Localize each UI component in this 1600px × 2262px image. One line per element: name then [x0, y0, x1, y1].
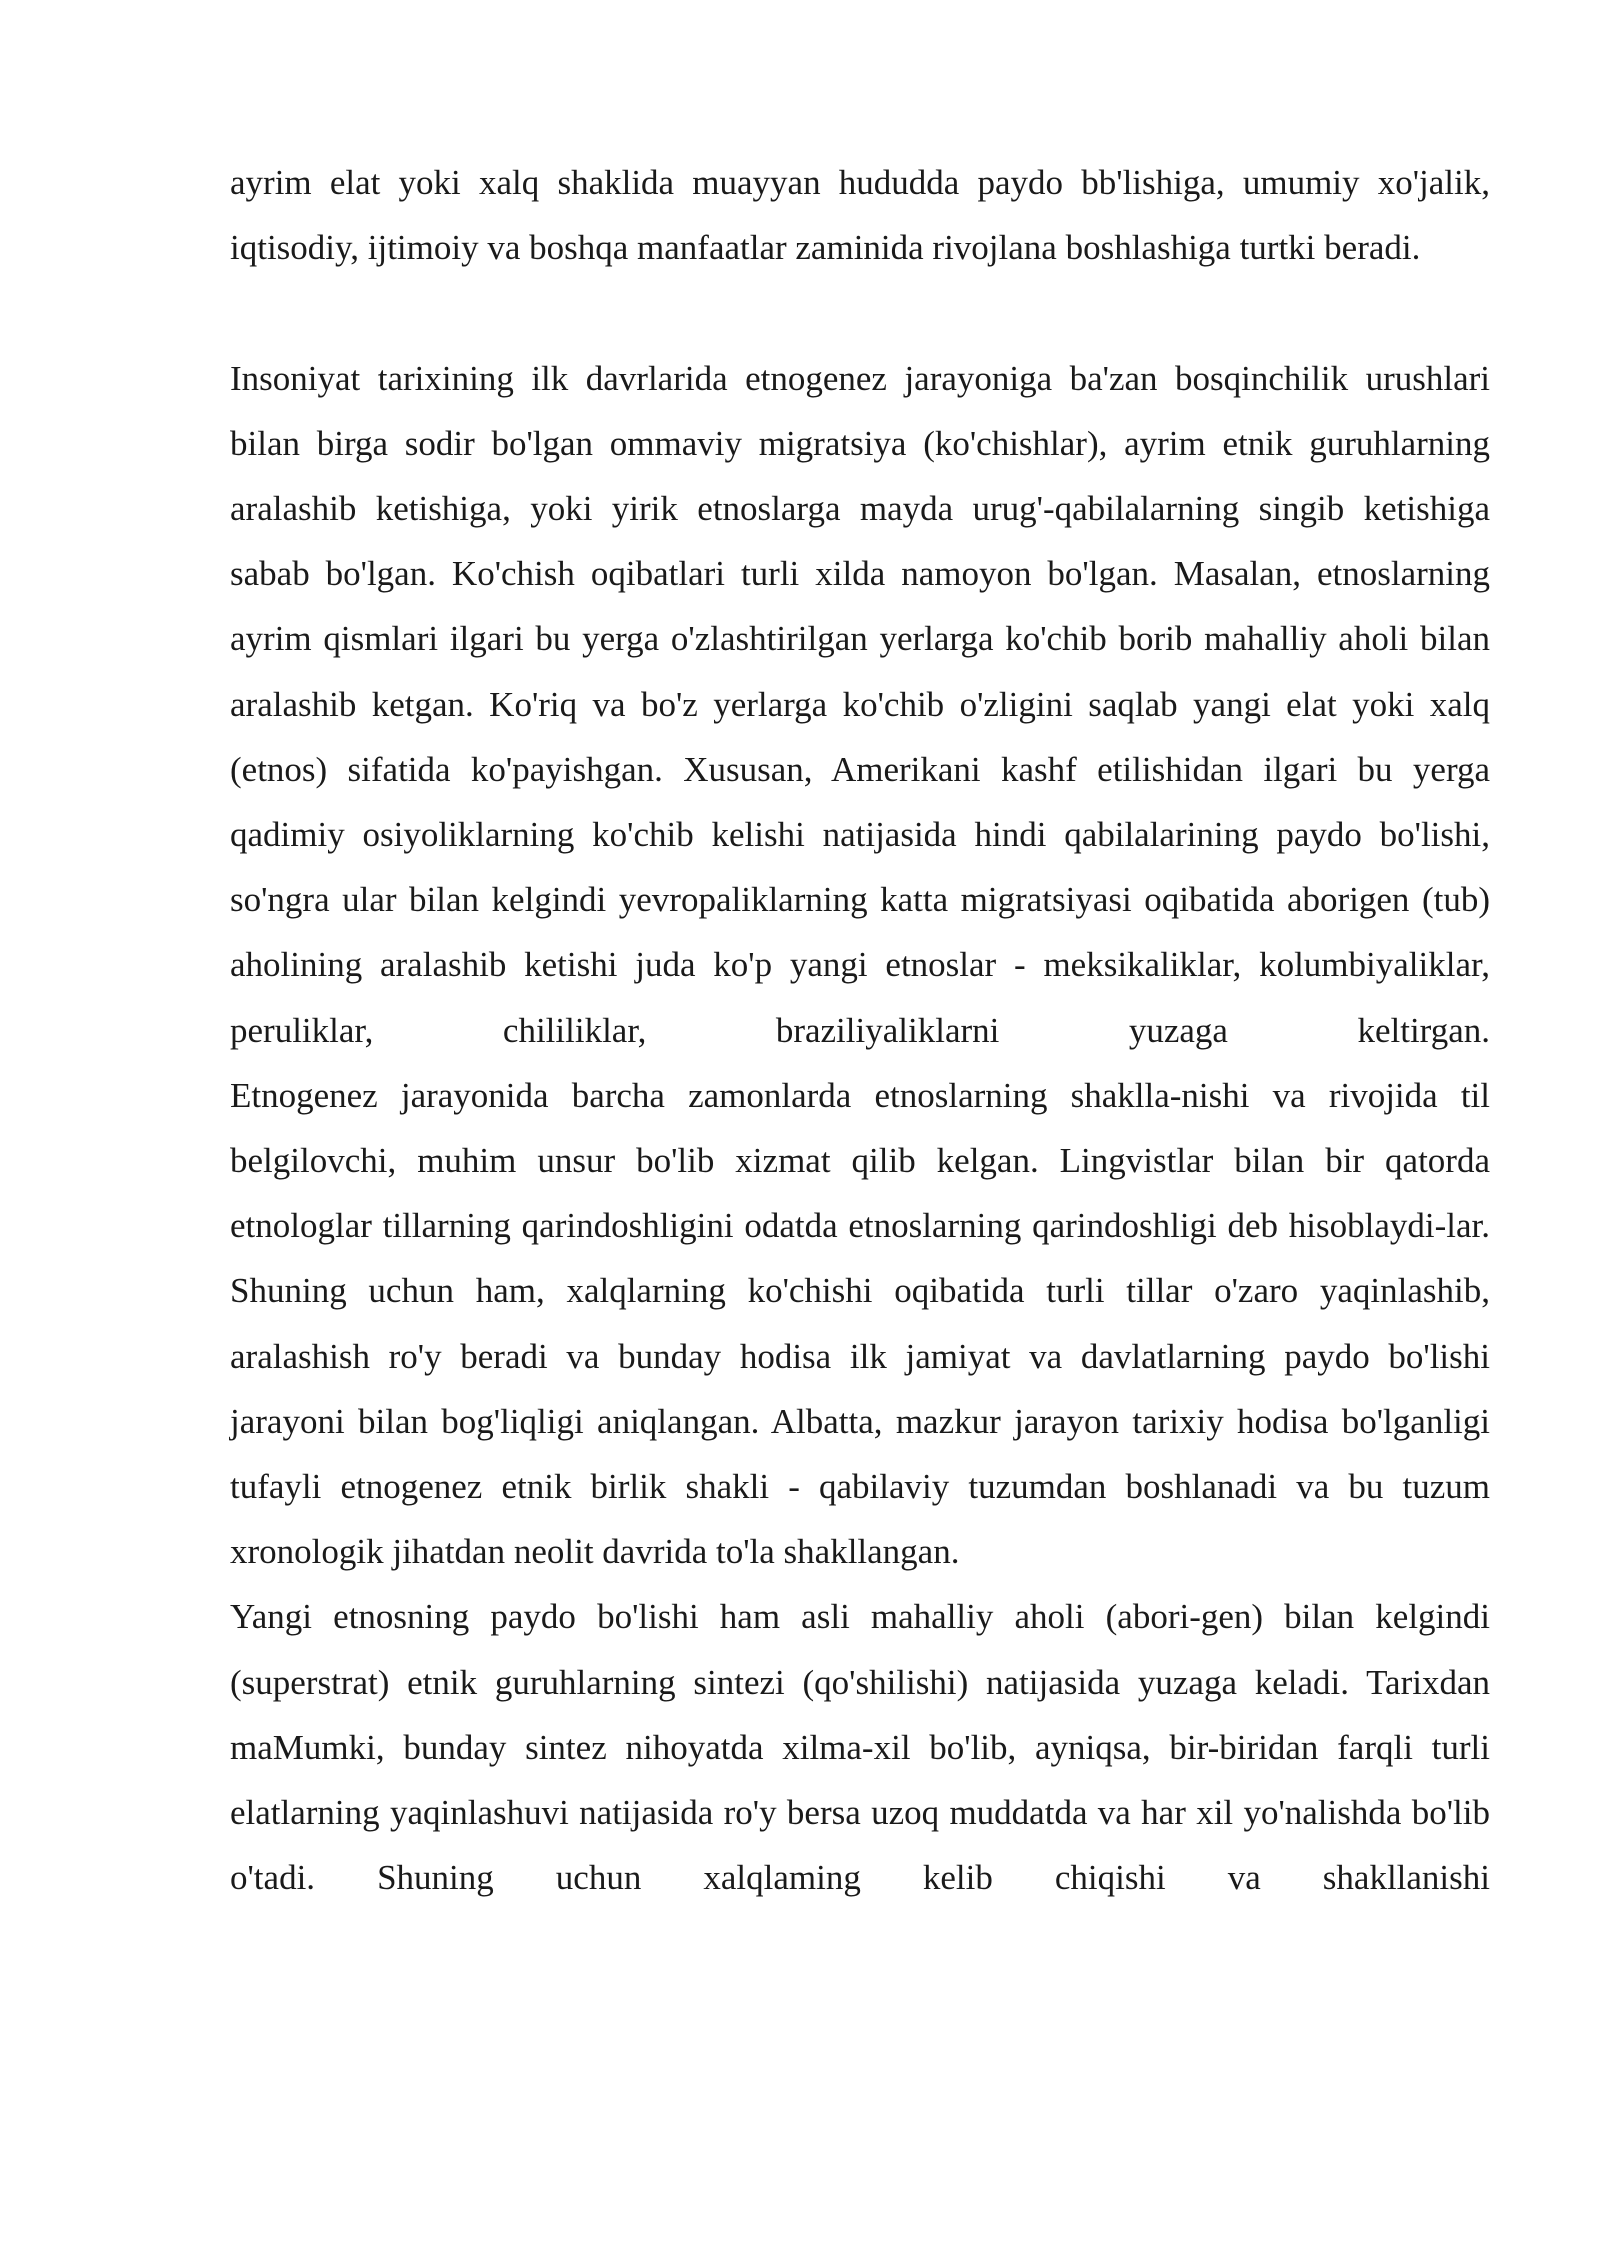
paragraph-gap — [230, 280, 1490, 345]
paragraph-1: ayrim elat yoki xalq shaklida muayyan hududda paydo bb'lishiga, umumiy xo'jalik, iqtisodiy, ijtimoiy va boshqa manfaatlar zaminida rivojlana boshlashiga turtki beradi. — [230, 163, 1490, 268]
paragraph-2: Insoniyat tarixining ilk davrlarida etnogenez jarayoniga ba'zan bosqinchilik urushlari bilan birga sodir bo'lgan ommaviy migratsiya (ko'chishlar), ayrim etnik guruhlarning aralashib ketishiga, yoki yirik etnoslarga mayda urug'-qabilalarning singib ketishiga sabab bo'lgan. Ko'chish oqibatlari turli xilda namoyon bo'lgan. Masalan, etnoslarning ayrim qismlari ilgari bu yerga o'zlashtirilgan yerlarga ko'chib borib mahalliy aholi bilan aralashib ketgan. Ko'riq va bo'z yerlarga ko'chib o'zligini saqlab yangi elat yoki xalq (etnos) sifatida ko'payishgan. Xususan, Amerikani kashf etilishidan ilgari bu yerga qadimiy osiyoliklarning ko'chib kelishi natijasida hindi qabilalarining paydo bo'lishi, so'ngra ular bilan kelgindi yevropaliklarning katta migratsiyasi oqibatida aborigen (tub) aholining aralashib ketishi juda ko'p yangi etnoslar - meksikaliklar, kolumbiyaliklar, peruliklar, chililiklar, braziliyaliklarni yuzaga keltirgan. — [230, 358, 1490, 1050]
document-page — [230, 150, 1490, 1910]
paragraph-3: Etnogenez jarayonida barcha zamonlarda etnoslarning shaklla-nishi va rivojida til belgilovchi, muhim unsur bo'lib xizmat qilib kelgan. Lingvistlar bilan bir qatorda etnologlar tillarning qarindoshligini odatda etnoslarning qarindoshligi deb hisoblaydi-lar. Shuning uchun ham, xalqlarning ko'chishi oqibatida turli tillar o'zaro yaqinlashib, aralashish ro'y beradi va bunday hodisa ilk jamiyat va davlatlarning paydo bo'lishi jarayoni bilan bog'liqligi aniqlangan. Albatta, mazkur jarayon tarixiy hodisa bo'lganligi tufayli etnogenez etnik birlik shakli - qabilaviy tuzumdan boshlanadi va bu tuzum xronologik jihatdan neolit davrida to'la shakllangan. — [230, 1075, 1490, 1572]
paragraph-4: Yangi etnosning paydo bo'lishi ham asli mahalliy aholi (abori-gen) bilan kelgindi (superstrat) etnik guruhlarning sintezi (qo'shilishi) natijasida yuzaga keladi. Tarixdan maMumki, bunday sintez nihoyatda xilma-xil bo'lib, ayniqsa, bir-biridan farqli turli elatlarning yaqinlashuvi natijasida ro'y bersa uzoq muddatda va har xil yo'nalishda bo'lib o'tadi. Shuning uchun xalqlaming kelib chiqishi va shakllanishi — [230, 1597, 1490, 1898]
